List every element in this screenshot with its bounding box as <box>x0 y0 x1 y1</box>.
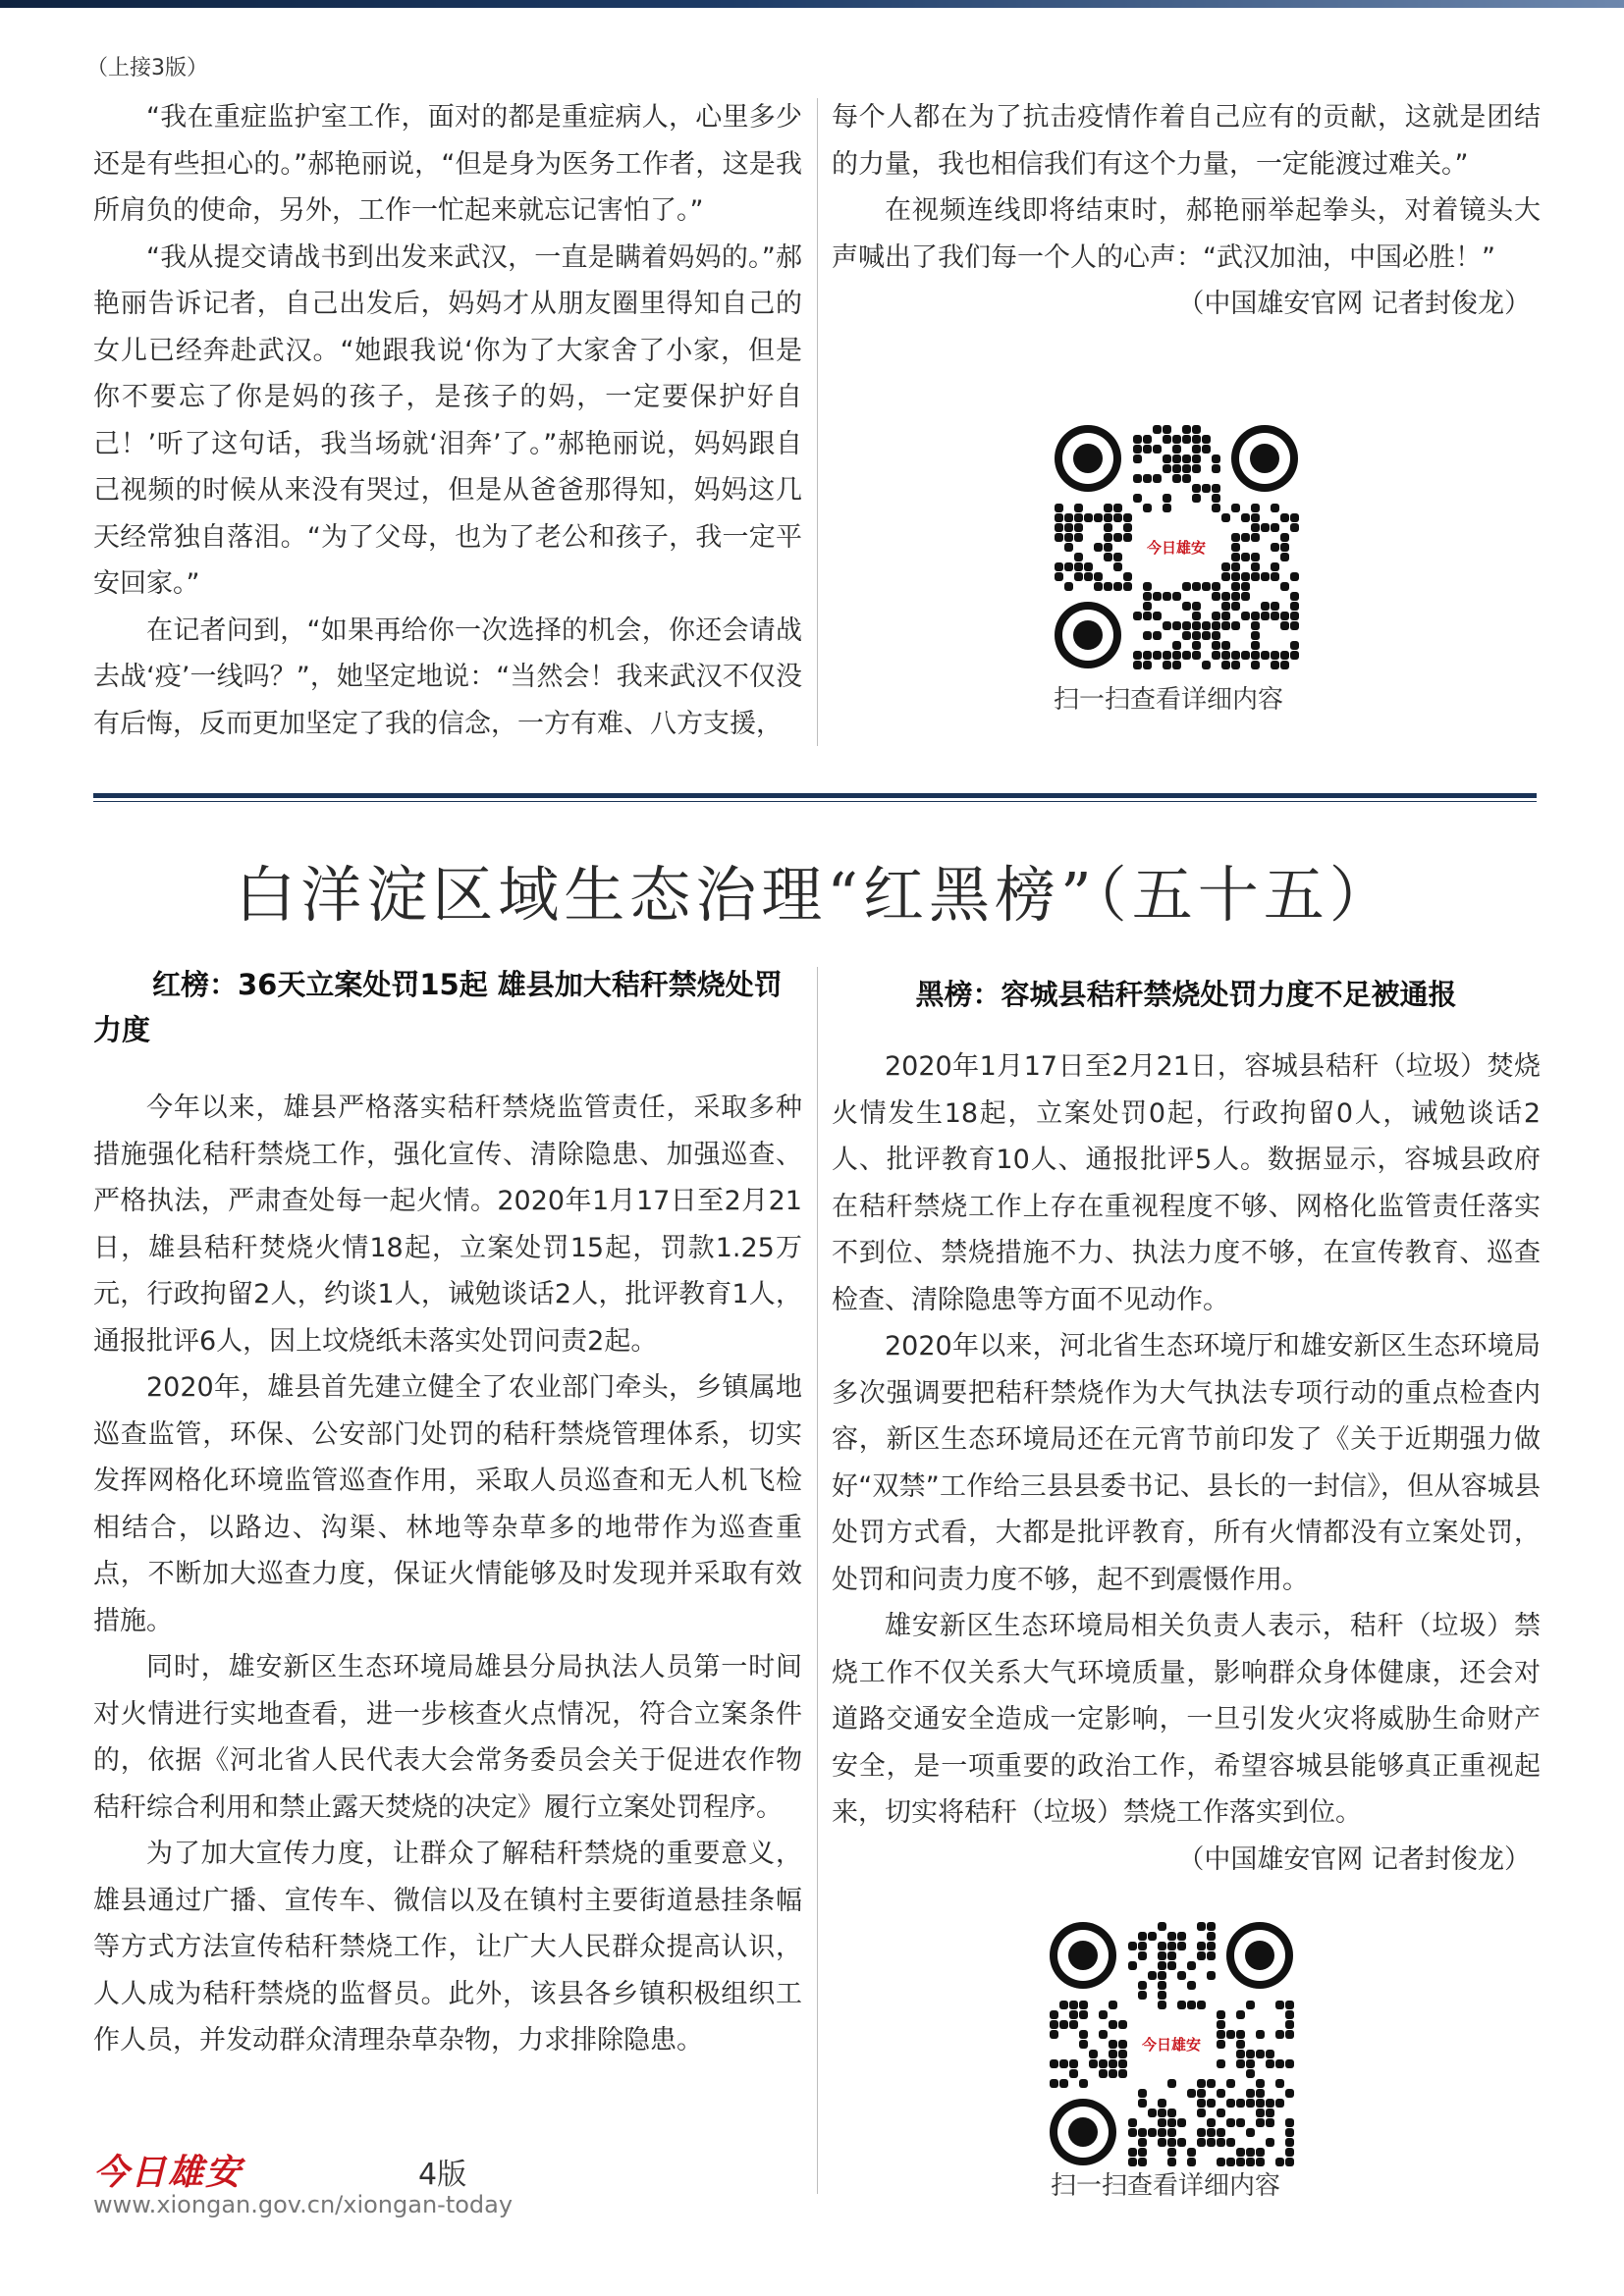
footer-logo: 今日雄安 <box>93 2152 244 2193</box>
black-list-title: 黑榜：容城县秸秆禁烧处罚力度不足被通报 <box>915 978 1457 1011</box>
red-list-body <box>93 1085 802 2064</box>
paragraph: “我在重症监护室工作，面对的都是重症病人，心里多少还是有些担心的。”郝艳丽说，“但是身为医务工作者，这是我所肩负的使命，另外，工作一忙起来就忘记害怕了。” <box>93 102 802 226</box>
paragraph: 2020年，雄县首先建立健全了农业部门牵头，乡镇属地巡查监管，环保、公安部门处罚的秸秆禁烧管理体系，切实发挥网格化环境监管巡查作用，采取人员巡查和无人机飞检相结合，以路边、沟渠、林地等杂草多的地带作为巡查重点，不断加大巡查力度，保证火情能够及时发现并采取有效措施。 <box>93 1372 802 1636</box>
qr-code-1[interactable] <box>1054 424 1299 673</box>
story1-byline: （中国雄安官网 记者封俊龙） <box>1177 289 1531 319</box>
red-list-title: 红榜：36天立案处罚15起 雄县加大秸秆禁烧处罚力度 <box>93 968 783 1046</box>
paragraph: 为了加大宣传力度，让群众了解秸秆禁烧的重要意义，雄县通过广播、宣传车、微信以及在镇村主要街道悬挂条幅等方式方法宣传秸秆禁烧工作，让广大人民群众提高认识，人人成为秸秆禁烧的监督员。此外，该县各乡镇积极组织工作人员，并发动群众清理杂草杂物，力求排除隐患。 <box>93 1839 802 2056</box>
qr-caption-1: 扫一扫查看详细内容 <box>1053 685 1283 715</box>
black-list-body <box>832 1043 1541 1837</box>
qr-caption-2: 扫一扫查看详细内容 <box>1050 2171 1280 2201</box>
section-rule <box>93 793 1537 798</box>
black-list-column <box>832 1043 1541 1883</box>
black-list-byline: （中国雄安官网 记者封俊龙） <box>1177 1843 1531 1875</box>
paragraph: 在视频连线即将结束时，郝艳丽举起拳头，对着镜头大声喊出了我们每一个人的心声：“武汉加油，中国必胜！” <box>832 195 1541 273</box>
footer-url[interactable]: www.xiongan.gov.cn/xiongan-today <box>93 2191 514 2218</box>
section-headline: 白洋淀区域生态治理“红黑榜”（五十五） <box>235 859 1395 931</box>
paragraph: “我从提交请战书到出发来武汉，一直是瞒着妈妈的。”郝艳丽告诉记者，自己出发后，妈妈才从朋友圈里得知自己的女儿已经奔赴武汉。“她跟我说‘你为了大家舍了小家，但是你不要忘了你是妈的孩子，是孩子的妈，一定要保护好自己！’听了这句话，我当场就‘泪奔’了。”郝艳丽说，妈妈跟自己视频的时候从来没有哭过，但是从爸爸那得知，妈妈这几天经常独自落泪。“为了父母，也为了老公和孩子，我一定平安回家。” <box>93 241 802 599</box>
continued-note: （上接3版） <box>86 56 208 80</box>
story1-column-left <box>93 94 802 747</box>
qr-code-2[interactable] <box>1049 1921 1294 2170</box>
qr-logo-text: 今日雄安 <box>1146 539 1207 557</box>
story1-column-right <box>832 94 1541 328</box>
qr-logo-text: 今日雄安 <box>1141 2036 1202 2054</box>
paragraph: 2020年1月17日至2月21日，容城县秸秆（垃圾）焚烧火情发生18起，立案处罚0起，行政拘留0人，诫勉谈话2人、批评教育10人、通报批评5人。数据显示，容城县政府在秸秆禁烧工作上存在重视程度不够、网格化监管责任落实不到位、禁烧措施不力、执法力度不够，在宣传教育、巡查检查、清除隐患等方面不见动作。 <box>832 1051 1541 1315</box>
column-divider <box>817 98 818 746</box>
paragraph: 在记者问到，“如果再给你一次选择的机会，你还会请战去战‘疫’一线吗？”，她坚定地说：“当然会！我来武汉不仅没有后悔，反而更加坚定了我的信念，一方有难、八方支援， <box>93 614 802 739</box>
qr-code-graphic <box>1049 1921 1294 2166</box>
top-banner-bar <box>0 0 1624 8</box>
qr-code-graphic <box>1054 424 1299 669</box>
paragraph: 2020年以来，河北省生态环境厅和雄安新区生态环境局多次强调要把秸秆禁烧作为大气执法专项行动的重点检查内容，新区生态环境局还在元宵节前印发了《关于近期强力做好“双禁”工作给三县县委书记、县长的一封信》，但从容城县处罚方式看，大都是批评教育，所有火情都没有立案处罚，处罚和问责力度不够，起不到震慑作用。 <box>832 1331 1541 1595</box>
column-divider-2 <box>817 967 818 2194</box>
paragraph: 今年以来，雄县严格落实秸秆禁烧监管责任，采取多种措施强化秸秆禁烧工作，强化宣传、清除隐患、加强巡查、严格执法，严肃查处每一起火情。2020年1月17日至2月21日，雄县秸秆焚烧火情18起，立案处罚15起，罚款1.25万元，行政拘留2人，约谈1人，诫勉谈话2人，批评教育1人，通报批评6人，因上坟烧纸未落实处罚问责2起。 <box>93 1093 802 1357</box>
paragraph: 雄安新区生态环境局相关负责人表示，秸秆（垃圾）禁烧工作不仅关系大气环境质量，影响群众身体健康，还会对道路交通安全造成一定影响，一旦引发火灾将威胁生命财产安全，是一项重要的政治工作，希望容城县能够真正重视起来，切实将秸秆（垃圾）禁烧工作落实到位。 <box>832 1611 1541 1828</box>
paragraph: 每个人都在为了抗击疫情作着自己应有的贡献，这就是团结的力量，我也相信我们有这个力量，一定能渡过难关。” <box>832 102 1541 180</box>
paragraph: 同时，雄安新区生态环境局雄县分局执法人员第一时间对火情进行实地查看，进一步核查火点情况，符合立案条件的，依据《河北省人民代表大会常务委员会关于促进农作物秸秆综合利用和禁止露天焚烧的决定》履行立案处罚程序。 <box>93 1652 802 1823</box>
story1-paragraphs <box>832 94 1541 281</box>
page-number: 4版 <box>418 2158 467 2192</box>
section-rule-thin <box>93 801 1537 802</box>
